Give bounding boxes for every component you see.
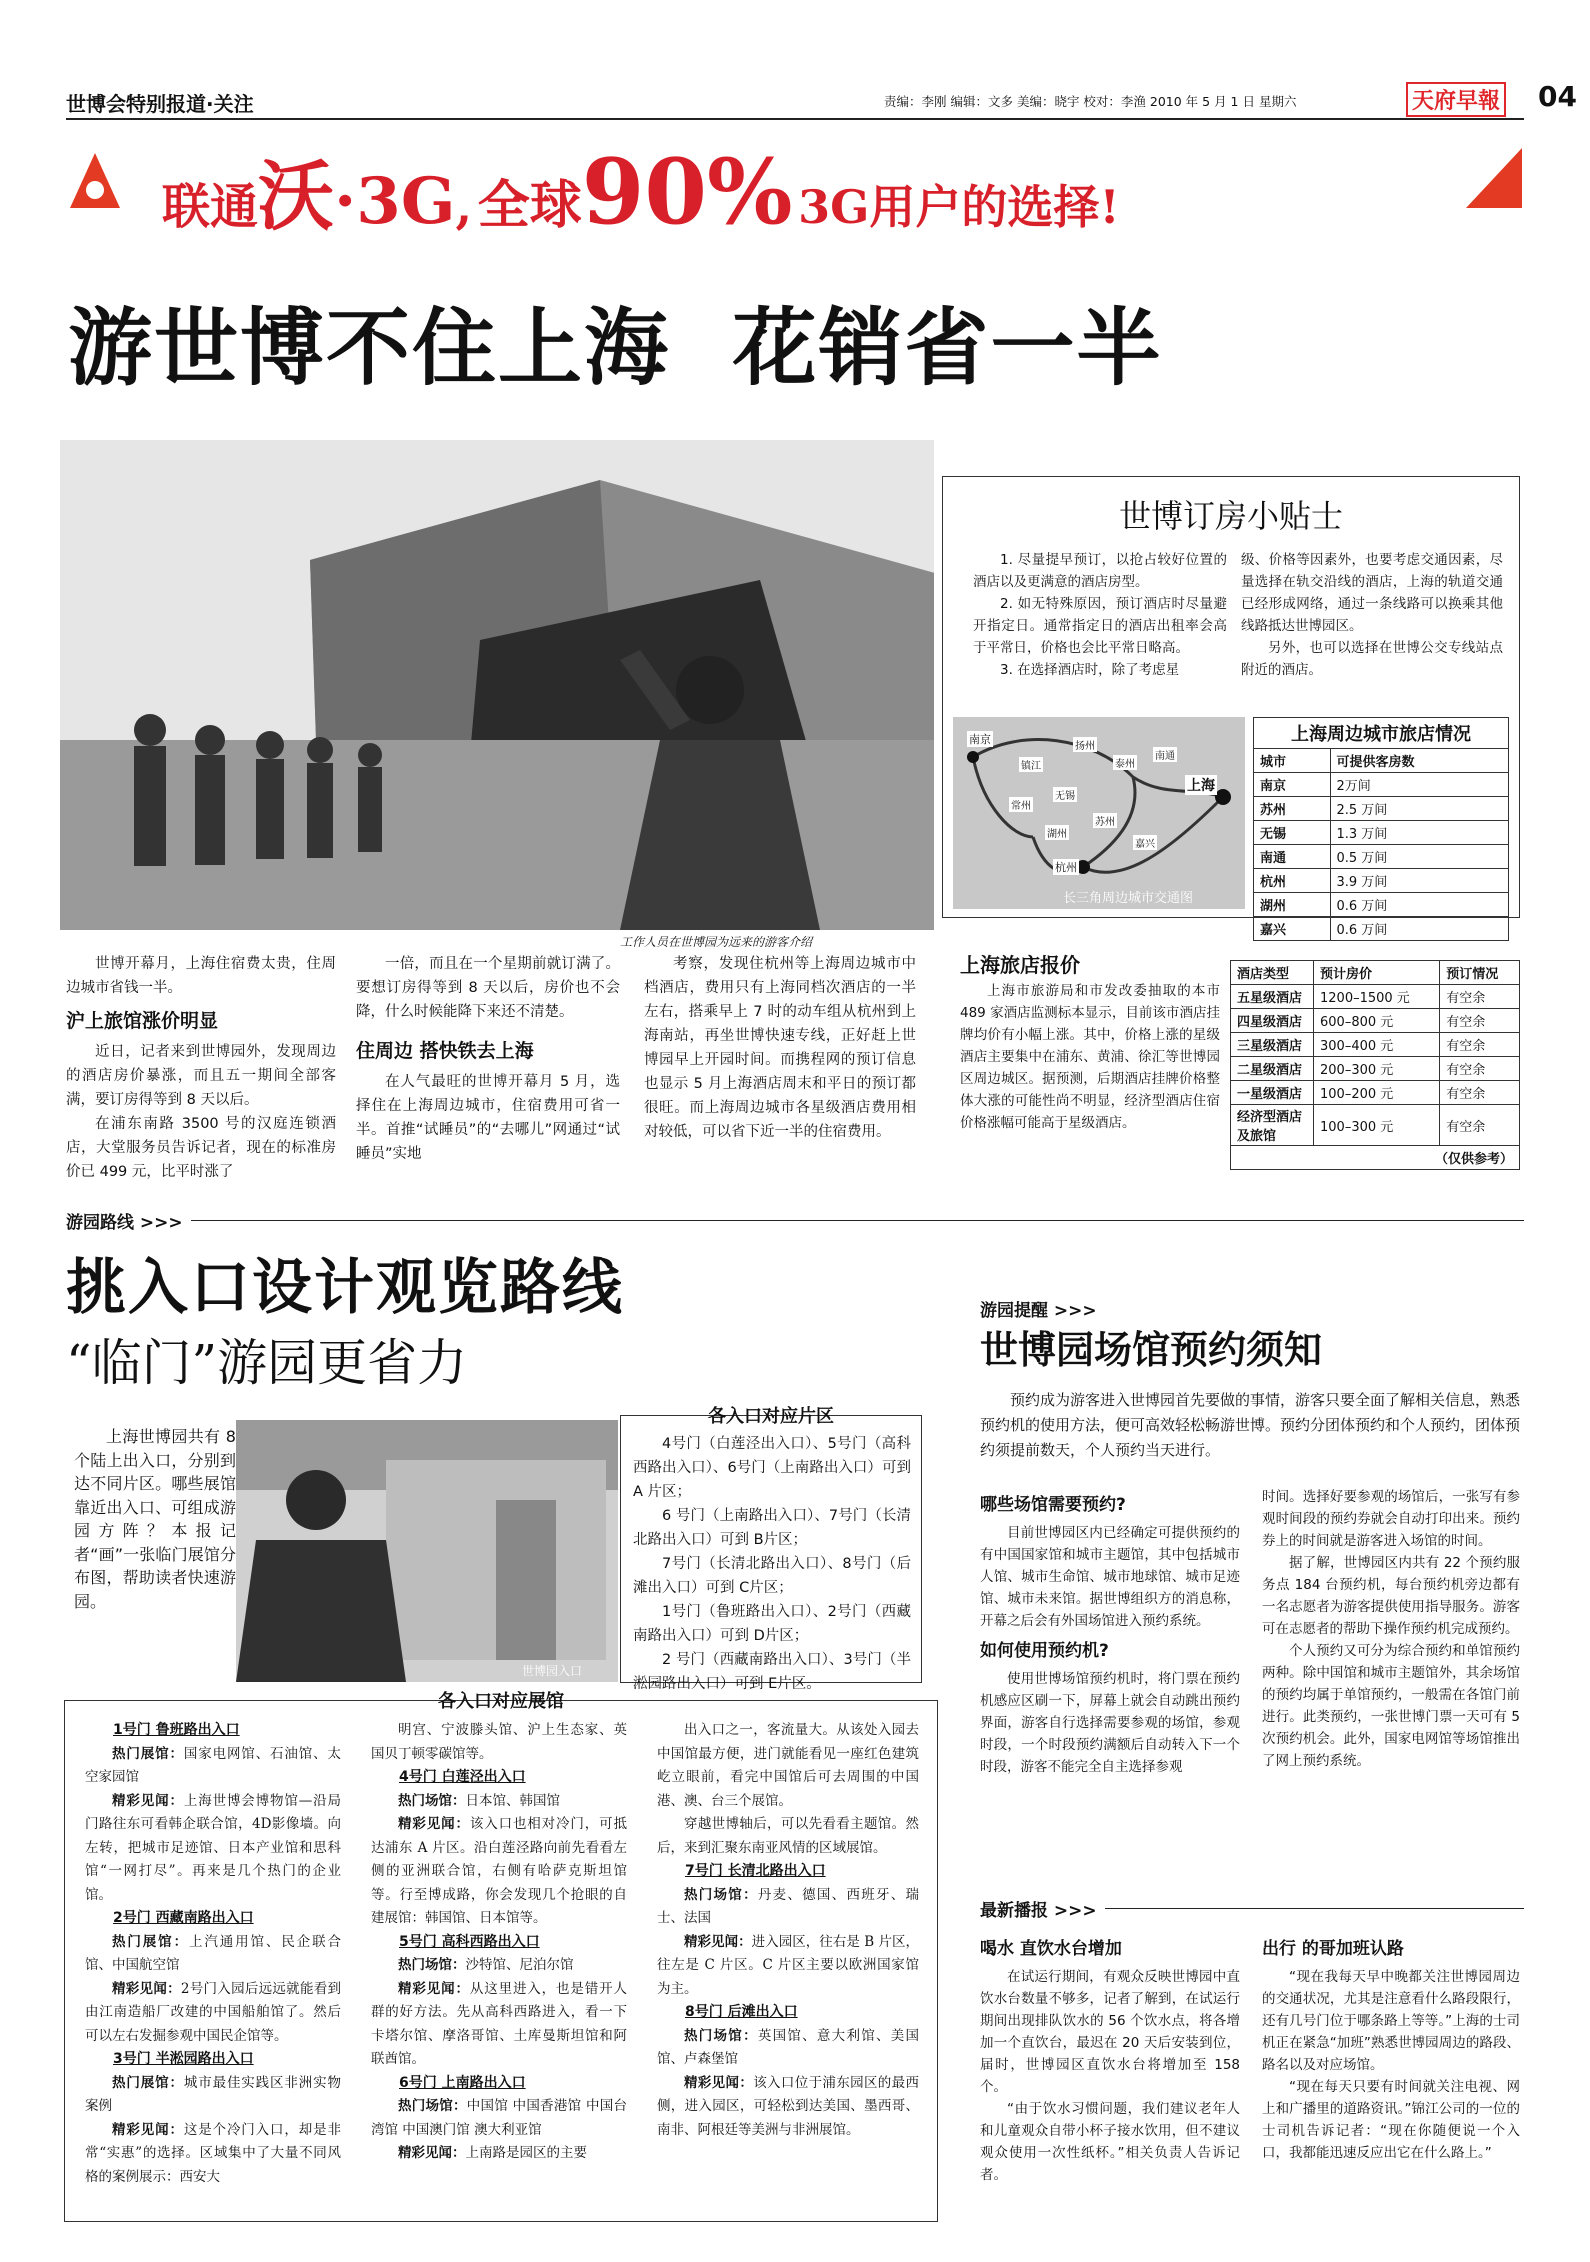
news-water: 喝水 直饮水台增加 在试运行期间，有观众反映世博园中直饮水台数量不够多，记者了解到，在试运行期间出现排队饮水的 56 个饮水点，将各增加一个直饮台，最迟在 20 天后安装到位，届时，世博园区直饮水台将增加至 158 个。 “由于饮水习惯问题，我们建议老年人和儿童观众自带小杯子接水饮用，但不建议观众使用一次性纸杯。”相关负责人告诉记者。 bbox=[980, 1930, 1240, 2186]
pavilions-col3 bbox=[657, 1719, 919, 2142]
pavilion-entry-text: 该入口也相对冷门，可抵达浦东 A 片区。沿白莲泾路向前先看看左侧的亚洲联合馆，右侧有哈萨克斯坦馆等。行至博成路，你会发现几个抢眼的自建展馆：韩国馆、日本馆等。 bbox=[371, 1816, 628, 1926]
pavilion-entry-label: 精彩见闻： bbox=[398, 1980, 470, 1997]
booking-sub2: 如何使用预约机? bbox=[980, 1641, 1109, 1661]
pavilion-entry-text: 这是个冷门入口，却是非常“实惠”的选择。区域集中了大量不同风格的案例展示：西安大 bbox=[85, 2121, 342, 2185]
article1-subhead2: 住周边 搭快铁去上海 bbox=[356, 1040, 534, 1062]
pavilion-entry bbox=[657, 2072, 919, 2143]
tips-box: 世博订房小贴士 1. 尽量提早预订，以抢占较好位置的酒店以及更满意的酒店房型。 2. 如无特殊原因，预订酒店时尽量避开指定日。通常指定日的酒店出租率会高于平常日，价格也会比平常日略高。 3. 在选择酒店时，除了考虑星 级、价格等因素外，也要考虑交通因素，尽量选择在轨交沿线的酒店，上海的轨道交通已经形成网络，通过一条线路可以换乘其他线路抵达世博园区。 另外，也可以选择在世博公交专线站点附近的酒店。 南京 镇江 常州 无锡 苏州 上海 嘉兴 杭州 湖州 南通 扬州 泰州 长三角周边城市交通图 上海周边城市旅店情况 城市 可提供客房数 南京 2万间 苏州 2.5 万间 无锡 1.3 万间 南通 0.5 万间 杭州 3.9 万间 湖州 0.6 万间 嘉兴 0.6 万间 bbox=[942, 476, 1520, 918]
pavilion-entry bbox=[657, 1931, 919, 2002]
pavilion-entry-text: 丹麦、德国、西班牙、瑞士、法国 bbox=[657, 1886, 920, 1926]
pavilion-gate-heading: 1号门 鲁班路出入口 bbox=[113, 1722, 240, 1738]
pavilion-entry-label: 精彩见闻： bbox=[398, 1816, 470, 1832]
page-number: 04 bbox=[1538, 80, 1577, 113]
rooms-table-wrap bbox=[1253, 717, 1509, 941]
price-table: 酒店类型 预计房价 预订情况 五星级酒店 1200–1500 元 有空余 四星级酒店 600–800 元 有空余 三星级酒店 300–400 元 有空余 二星级酒店 200–300 元 有空余 一星级酒店 100–200 元 有空余 经济型酒店及旅馆 100–300 元 有空余 （仅供参考） bbox=[1230, 960, 1520, 1170]
pavilion-gate-heading: 2号门 西藏南路出入口 bbox=[113, 1910, 254, 1926]
pavilion-entry-label: 精彩见闻： bbox=[112, 2121, 184, 2138]
section2-subheadline: “临门”游园更省力 bbox=[66, 1334, 468, 1392]
article1-subhead1: 沪上旅馆涨价明显 bbox=[66, 1010, 219, 1032]
unicom-logo bbox=[70, 148, 120, 208]
booking-col2: 时间。选择好要参观的场馆后，一张写有参观时间段的预约券就会自动打印出来。预约券上的时间就是游客进入场馆的时间。 据了解，世博园区内共有 22 个预约服务点 184 台预约机，每台预约机旁边都有一名志愿者为游客提供使用指导服务。游客可在志愿者的帮助下操作预约机完成预约。 个人预约又可分为综合预约和单馆预约两种。除中国馆和城市主题馆外，其余场馆的预约均属于单馆预约，一般需在各馆门前进行。此类预约，一张世博门票一天可有 5 次预约机会。此外，国家电网馆等场馆推出了网上预约系统。 bbox=[1262, 1489, 1520, 1769]
pavilions-title: 各入口对应展馆 bbox=[438, 1691, 564, 1712]
map-caption: 长三角周边城市交通图 bbox=[1063, 891, 1194, 906]
pavilion-entry-label: 热门场馆： bbox=[684, 2027, 758, 2044]
pavilion-entry bbox=[371, 1719, 627, 1766]
pavilion-entry-label: 精彩见闻： bbox=[112, 1792, 184, 1809]
pavilion-entry-label: 精彩见闻： bbox=[684, 1933, 752, 1950]
pavilion-entry-label: 精彩见闻： bbox=[112, 1980, 181, 1997]
pavilion-entry-text: 进入园区，往右是 B 片区，往左是 C 片区。C 片区主要以欧洲国家馆为主。 bbox=[657, 1933, 920, 1997]
pavilion-entry-text: 上汽通用馆、民企联合馆、中国航空馆 bbox=[85, 1933, 342, 1973]
ad-slogan: 联通沃·3G, 全球90% 3G用户的选择! bbox=[162, 139, 1120, 245]
pavilion-entry-text: 日本馆、韩国馆 bbox=[465, 1792, 560, 1809]
pavilions-col2 bbox=[371, 1719, 627, 2166]
page-header bbox=[66, 80, 1577, 116]
pavilion-entry-text: 沙特馆、尼泊尔馆 bbox=[465, 1957, 574, 1973]
pavilion-entry-text: 出入口之一，客流量大。从该处入园去中国馆最方便，进门就能看见一座红色建筑屹立眼前，看完中国馆后可去周围的中国港、澳、台三个展馆。 bbox=[657, 1722, 919, 1809]
photo-expo-pavilion bbox=[60, 440, 934, 930]
pavilion-entry bbox=[85, 1931, 341, 1978]
tips-title: 世博订房小贴士 bbox=[1118, 497, 1343, 535]
pavilion-entry bbox=[85, 1743, 341, 1790]
paper-name: 天府早報 bbox=[1406, 82, 1506, 117]
section2-lead: 上海世博园共有 8 个陆上出入口，分别到达不同片区。哪些展馆靠近出入口、可组成游园方阵？本报记者“画”一张临门展馆分布图，帮助读者快速游园。 bbox=[74, 1427, 236, 1611]
pavilion-gate-heading: 8号门 后滩出入口 bbox=[685, 2004, 798, 2020]
pavilion-entry bbox=[85, 2072, 341, 2119]
pavilion-entry-text: 2号门入园后远远就能看到由江南造船厂改建的中国船舶馆了。然后可以左右发掘参观中国民企馆等。 bbox=[85, 1980, 342, 2044]
pavilion-entry bbox=[371, 1954, 627, 1978]
pavilion-entry-text: 英国馆、意大利馆、美国馆、卢森堡馆 bbox=[657, 2027, 920, 2067]
pavilion-entry-label: 精彩见闻： bbox=[398, 2145, 466, 2161]
pavilion-entry-text: 上南路是园区的主要 bbox=[465, 2145, 587, 2161]
pavilion-entry bbox=[371, 2142, 627, 2166]
transport-map: 南京 镇江 常州 无锡 苏州 上海 嘉兴 杭州 湖州 南通 扬州 泰州 长三角周边城市交通图 bbox=[953, 717, 1245, 909]
quote-title: 上海旅店报价 bbox=[960, 953, 1080, 977]
pavilion-entry-text: 该入口位于浦东园区的最西侧，进入园区，可轻松到达美国、墨西哥、南非、阿根廷等美洲与非洲展馆。 bbox=[657, 2074, 919, 2138]
wo-logo bbox=[1466, 148, 1522, 208]
map-label-shanghai: 上海 bbox=[1185, 775, 1217, 795]
section2-label: 游园路线 >>> bbox=[66, 1208, 191, 1233]
booking-col1: 哪些场馆需要预约? 目前世博园区内已经确定可提供预约的有中国国家馆和城市主题馆，其中包括城市人馆、城市生命馆、城市地球馆、城市足迹馆、城市未来馆。据世博组织方的消息称，开幕之后会有外国场馆进入预约系统。 如何使用预约机? 使用世博场馆预约机时，将门票在预约机感应区刷一下，屏幕上就会自动跳出预约界面，游客自行选择需要参观的场馆，参观时段，一个时段预约满额后自动转入下一个时段，游客不能完全自主选择参观 bbox=[980, 1486, 1240, 1778]
pavilion-entry bbox=[371, 1978, 627, 2072]
section2-headline: 挑入口设计观览路线 bbox=[66, 1253, 624, 1323]
booking-label: 游园提醒 >>> bbox=[980, 1301, 1097, 1321]
pavilion-entry bbox=[371, 1790, 627, 1814]
booking-intro: 预约成为游客进入世博园首先要做的事情，游客只要全面了解相关信息，熟悉预约机的使用方法，便可高效轻松畅游世博。预约分团体预约和个人预约，团体预约须提前数天，个人预约当天进行。 bbox=[980, 1391, 1521, 1459]
news-label: 最新播报 >>> bbox=[980, 1896, 1105, 1921]
news-water-title: 喝水 直饮水台增加 bbox=[980, 1939, 1122, 1959]
pavilion-gate-heading: 5号门 高科西路出入口 bbox=[399, 1933, 540, 1950]
pavilion-entry bbox=[657, 1813, 919, 1860]
section-title: 世博会特别报道·关注 bbox=[66, 92, 254, 116]
article1-col2: 一倍，而且在一个星期前就订满了。要想订房得等到 8 天以后，房价也不会降，什么时候能降下来还不清楚。 住周边 搭快铁去上海 在人气最旺的世博开幕月 5 月，选择住在上海周边城市，住宿费用可省一半。首推“试睡员”的“去哪儿”网通过“试睡员”实地 bbox=[356, 956, 620, 1162]
pavilion-entry-label: 热门展馆： bbox=[112, 2074, 184, 2091]
rooms-table-title: 上海周边城市旅店情况 bbox=[1253, 717, 1509, 748]
pavilion-entry-label: 热门场馆： bbox=[684, 1886, 758, 1903]
pavilion-entry-text: 上海世博会博物馆—沿局门路往东可看韩企联合馆，4D影像墙。向左转，把城市足迹馆、日本产业馆和思科馆“一网打尽”。再来是几个热门的企业馆。 bbox=[85, 1792, 342, 1903]
pavilion-entry-label: 热门场馆： bbox=[398, 2098, 467, 2114]
article1-col1: 世博开幕月，上海住宿费太贵，住周边城市省钱一半。 沪上旅馆涨价明显 近日，记者来到世博园外，发现周边的酒店房价暴涨，而且五一期间全部客满，要订房得等到 8 天以后。 在浦东南路 3500 号的汉庭连锁酒店，大堂服务员告诉记者，现在的标准房价已 499 元，比平时涨了 bbox=[66, 952, 336, 1184]
pavilion-entry bbox=[657, 1884, 919, 1931]
booking-title: 世博园场馆预约须知 bbox=[980, 1328, 1323, 1372]
price-table-wrap bbox=[1230, 960, 1520, 1170]
main-headline: 游世博不住上海 花销省一半 bbox=[68, 299, 1163, 397]
rooms-table: 城市 可提供客房数 南京 2万间 苏州 2.5 万间 无锡 1.3 万间 南通 0.5 万间 杭州 3.9 万间 湖州 0.6 万间 嘉兴 0.6 万间 bbox=[1253, 748, 1509, 941]
pavilion-entry-label: 热门场馆： bbox=[398, 1792, 466, 1809]
pavilion-entry bbox=[85, 2119, 341, 2190]
pavilion-entry bbox=[371, 2095, 627, 2142]
pavilion-entry-label: 热门展馆： bbox=[112, 1745, 184, 1762]
booking-sub1: 哪些场馆需要预约? bbox=[980, 1495, 1126, 1515]
article1-lead: 世博开幕月，上海住宿费太贵，住周边城市省钱一半。 bbox=[66, 956, 336, 996]
ad-banner bbox=[66, 128, 1524, 245]
news-taxi: 出行 的哥加班认路 “现在我每天早中晚都关注世博园周边的交通状况，尤其是注意看什么路段限行，还有几号门位于哪条路上等等。”上海的士司机正在紧急“加班”熟悉世博园周边的路段、路名以及对应场馆。 “现在每天只要有时间就关注电视、网上和广播里的道路资讯。”锦江公司的一位的士司机告诉记者：“现在你随便说一个入口，我都能迅速反应出它在什么路上。” bbox=[1262, 1930, 1520, 2164]
pavilion-gate-heading: 3号门 半淞园路出入口 bbox=[113, 2051, 254, 2067]
pavilion-entry bbox=[85, 1978, 341, 2049]
pavilion-entry-label: 热门场馆： bbox=[398, 1957, 466, 1973]
pavilions-box bbox=[64, 1691, 938, 2222]
hotel-quote: 上海旅店报价 上海市旅游局和市发改委抽取的本市 489 家酒店监测标本显示，目前该市酒店挂牌均价有小幅上涨。其中，价格上涨的星级酒店主要集中在浦东、黄浦、徐汇等世博园区周边城区。据预测，后期酒店挂牌价格整体大涨的可能性尚不明显，经济型酒店住宿价格涨幅可能高于星级酒店。 bbox=[960, 950, 1220, 1134]
pavilion-entry-text: 从这里进入，也是错开人群的好方法。先从高科西路进入，看一下卡塔尔馆、摩洛哥馆、土库曼斯坦馆和阿联酋馆。 bbox=[371, 1980, 628, 2067]
news-taxi-title: 出行 的哥加班认路 bbox=[1262, 1939, 1404, 1959]
article1-col3: 考察，发现住杭州等上海周边城市中档酒店，费用只有上海同档次酒店的一半左右，搭乘早上 7 时的动车组从杭州到上海南站，再坐世博快速专线，正好赶上世博园早上开园时间。而携程网的预订信息也显示 5 月上海酒店周末和平日的预订都很旺。而上海周边城市各星级酒店费用相对较低，可以省下近一半的住宿费用。 bbox=[644, 956, 916, 1140]
pavilion-entry-label: 精彩见闻： bbox=[684, 2074, 754, 2091]
pavilions-col1 bbox=[85, 1719, 341, 2189]
pavilion-entry-text: 中国馆 中国香港馆 中国台湾馆 中国澳门馆 澳大利亚馆 bbox=[371, 2098, 627, 2138]
pavilion-entry-label: 热门展馆： bbox=[112, 1933, 189, 1950]
pavilion-entry bbox=[657, 1719, 919, 1813]
credits-line: 责编：李刚 编辑：文多 美编：晓宇 校对：李渔 2010 年 5 月 1 日 星期六 bbox=[884, 94, 1297, 109]
pavilion-entry-text: 城市最佳实践区非洲实物案例 bbox=[85, 2074, 342, 2114]
photo2-caption: 世博园入口 bbox=[522, 1664, 583, 1678]
photo1-caption: 工作人员在世博园为远来的游客介绍 bbox=[620, 935, 813, 949]
pavilion-entry bbox=[85, 1790, 341, 1908]
pavilion-entry-text: 穿越世博轴后，可以先看看主题馆。然后，来到汇聚东南亚风情的区域展馆。 bbox=[657, 1816, 919, 1856]
pavilion-entry bbox=[371, 1813, 627, 1931]
photo-expo-entrance bbox=[236, 1420, 618, 1682]
pavilion-gate-heading: 6号门 上南路出入口 bbox=[399, 2074, 526, 2091]
pavilion-entry-text: 国家电网馆、石油馆、太空家园馆 bbox=[85, 1745, 342, 1785]
pavilion-entry-text: 明宫、宁波滕头馆、沪上生态家、英国贝丁顿零碳馆等。 bbox=[371, 1722, 627, 1762]
zones-title: 各入口对应片区 bbox=[708, 1406, 834, 1427]
map-label-nanjing: 南京 bbox=[969, 733, 991, 746]
zones-box: 各入口对应片区 4号门（白莲泾出入口）、5号门（高科西路出入口）、6号门（上南路出入口）可到 A 片区； 6 号门（上南路出入口）、7号门（长清北路出入口）可到 B片区； 7号门（长清北路出入口）、8号门（后滩出入口）可到 C片区； 1号门（鲁班路出入口）、2号门（西藏南路出入口）可到 D片区； 2 号门（西藏南路出入口）、3号门（半淞园路出入口）可到 E片区。 bbox=[620, 1415, 922, 1683]
pavilion-entry bbox=[657, 2025, 919, 2072]
pavilion-gate-heading: 7号门 长清北路出入口 bbox=[685, 1863, 826, 1879]
pavilion-gate-heading: 4号门 白莲泾出入口 bbox=[399, 1769, 526, 1785]
